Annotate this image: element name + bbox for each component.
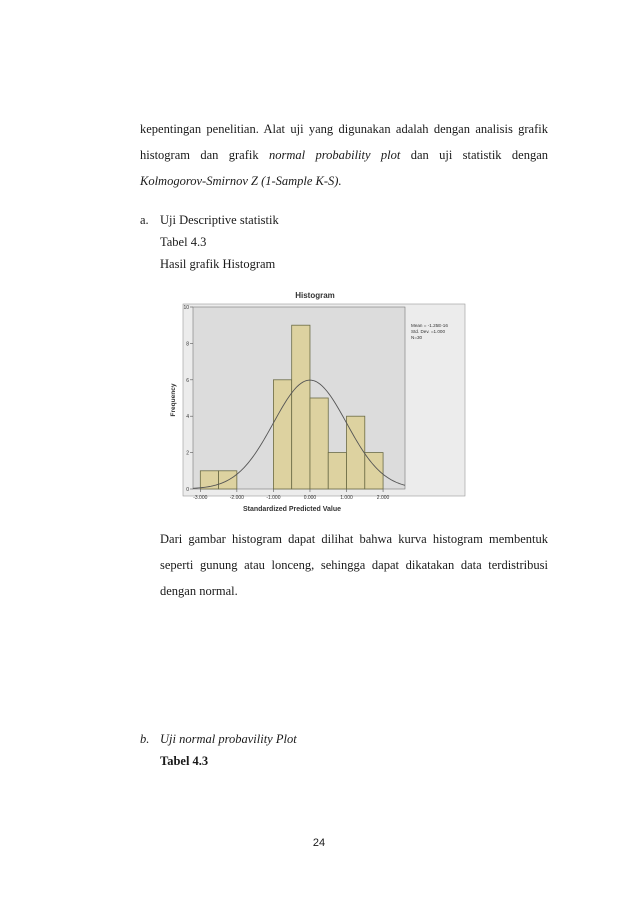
y-tick-label: 4 <box>186 414 189 421</box>
x-tick-label: -2.000 <box>229 495 244 501</box>
section-b-heading: Uji normal probavility Plot <box>160 732 297 746</box>
y-tick-label: 8 <box>186 341 189 348</box>
analysis-line-1: Dari gambar histogram dapat dilihat bahwa kurva histogram membentuk <box>160 532 548 546</box>
x-tick-label: -1.000 <box>266 495 281 501</box>
histogram-bar <box>328 453 346 489</box>
analysis-line-2: seperti gunung atau lonceng, sehingga dapat dikatakan data terdistribusi <box>160 558 548 572</box>
analysis-line-3: dengan normal. <box>160 584 238 598</box>
y-tick-label: 6 <box>186 377 189 384</box>
section-a-heading: Uji Descriptive statistik <box>160 213 279 227</box>
x-tick-label: 2.000 <box>376 495 390 501</box>
histogram-bar <box>292 325 310 489</box>
x-tick-label: 0.000 <box>303 495 317 501</box>
histogram-bar <box>310 398 328 489</box>
histogram-figure <box>165 287 470 515</box>
chart-title: Histogram <box>295 291 335 300</box>
x-tick-label: 1.000 <box>340 495 353 501</box>
body-line-2-a: histogram dan grafik <box>140 148 269 162</box>
body-line-2 <box>140 142 548 168</box>
y-tick-label: 0 <box>186 487 189 493</box>
y-tick-label: 10 <box>183 305 189 311</box>
y-tick-label: 2 <box>186 450 189 457</box>
x-tick-label: -3.000 <box>193 495 208 501</box>
body-line-2-c: dan uji statistik dengan <box>400 148 549 162</box>
section-b-marker: b. <box>140 732 150 746</box>
legend-entry: Std. Dev. =1.000 <box>411 329 446 334</box>
x-axis-label: Standardized Predicted Value <box>242 506 342 513</box>
page-number: 24 <box>312 837 326 849</box>
table-caption-a: Hasil grafik Histogram <box>160 257 276 271</box>
legend-entry: Mean = -1.25E-16 <box>411 323 448 328</box>
body-line-2-italic: normal probability plot <box>268 148 401 162</box>
histogram-chart <box>165 287 470 515</box>
body-line-3: Kolmogorov-Smirnov Z (1-Sample K-S). <box>140 174 342 188</box>
y-axis-label: Frequency <box>170 383 177 417</box>
table-label-b: Tabel 4.3 <box>160 754 209 768</box>
body-line-1: kepentingan penelitian. Alat uji yang digunakan adalah dengan analisis grafik <box>140 122 548 136</box>
section-a-marker: a. <box>140 213 149 227</box>
legend-entry: N=30 <box>411 335 423 340</box>
table-label-a: Tabel 4.3 <box>160 235 207 249</box>
